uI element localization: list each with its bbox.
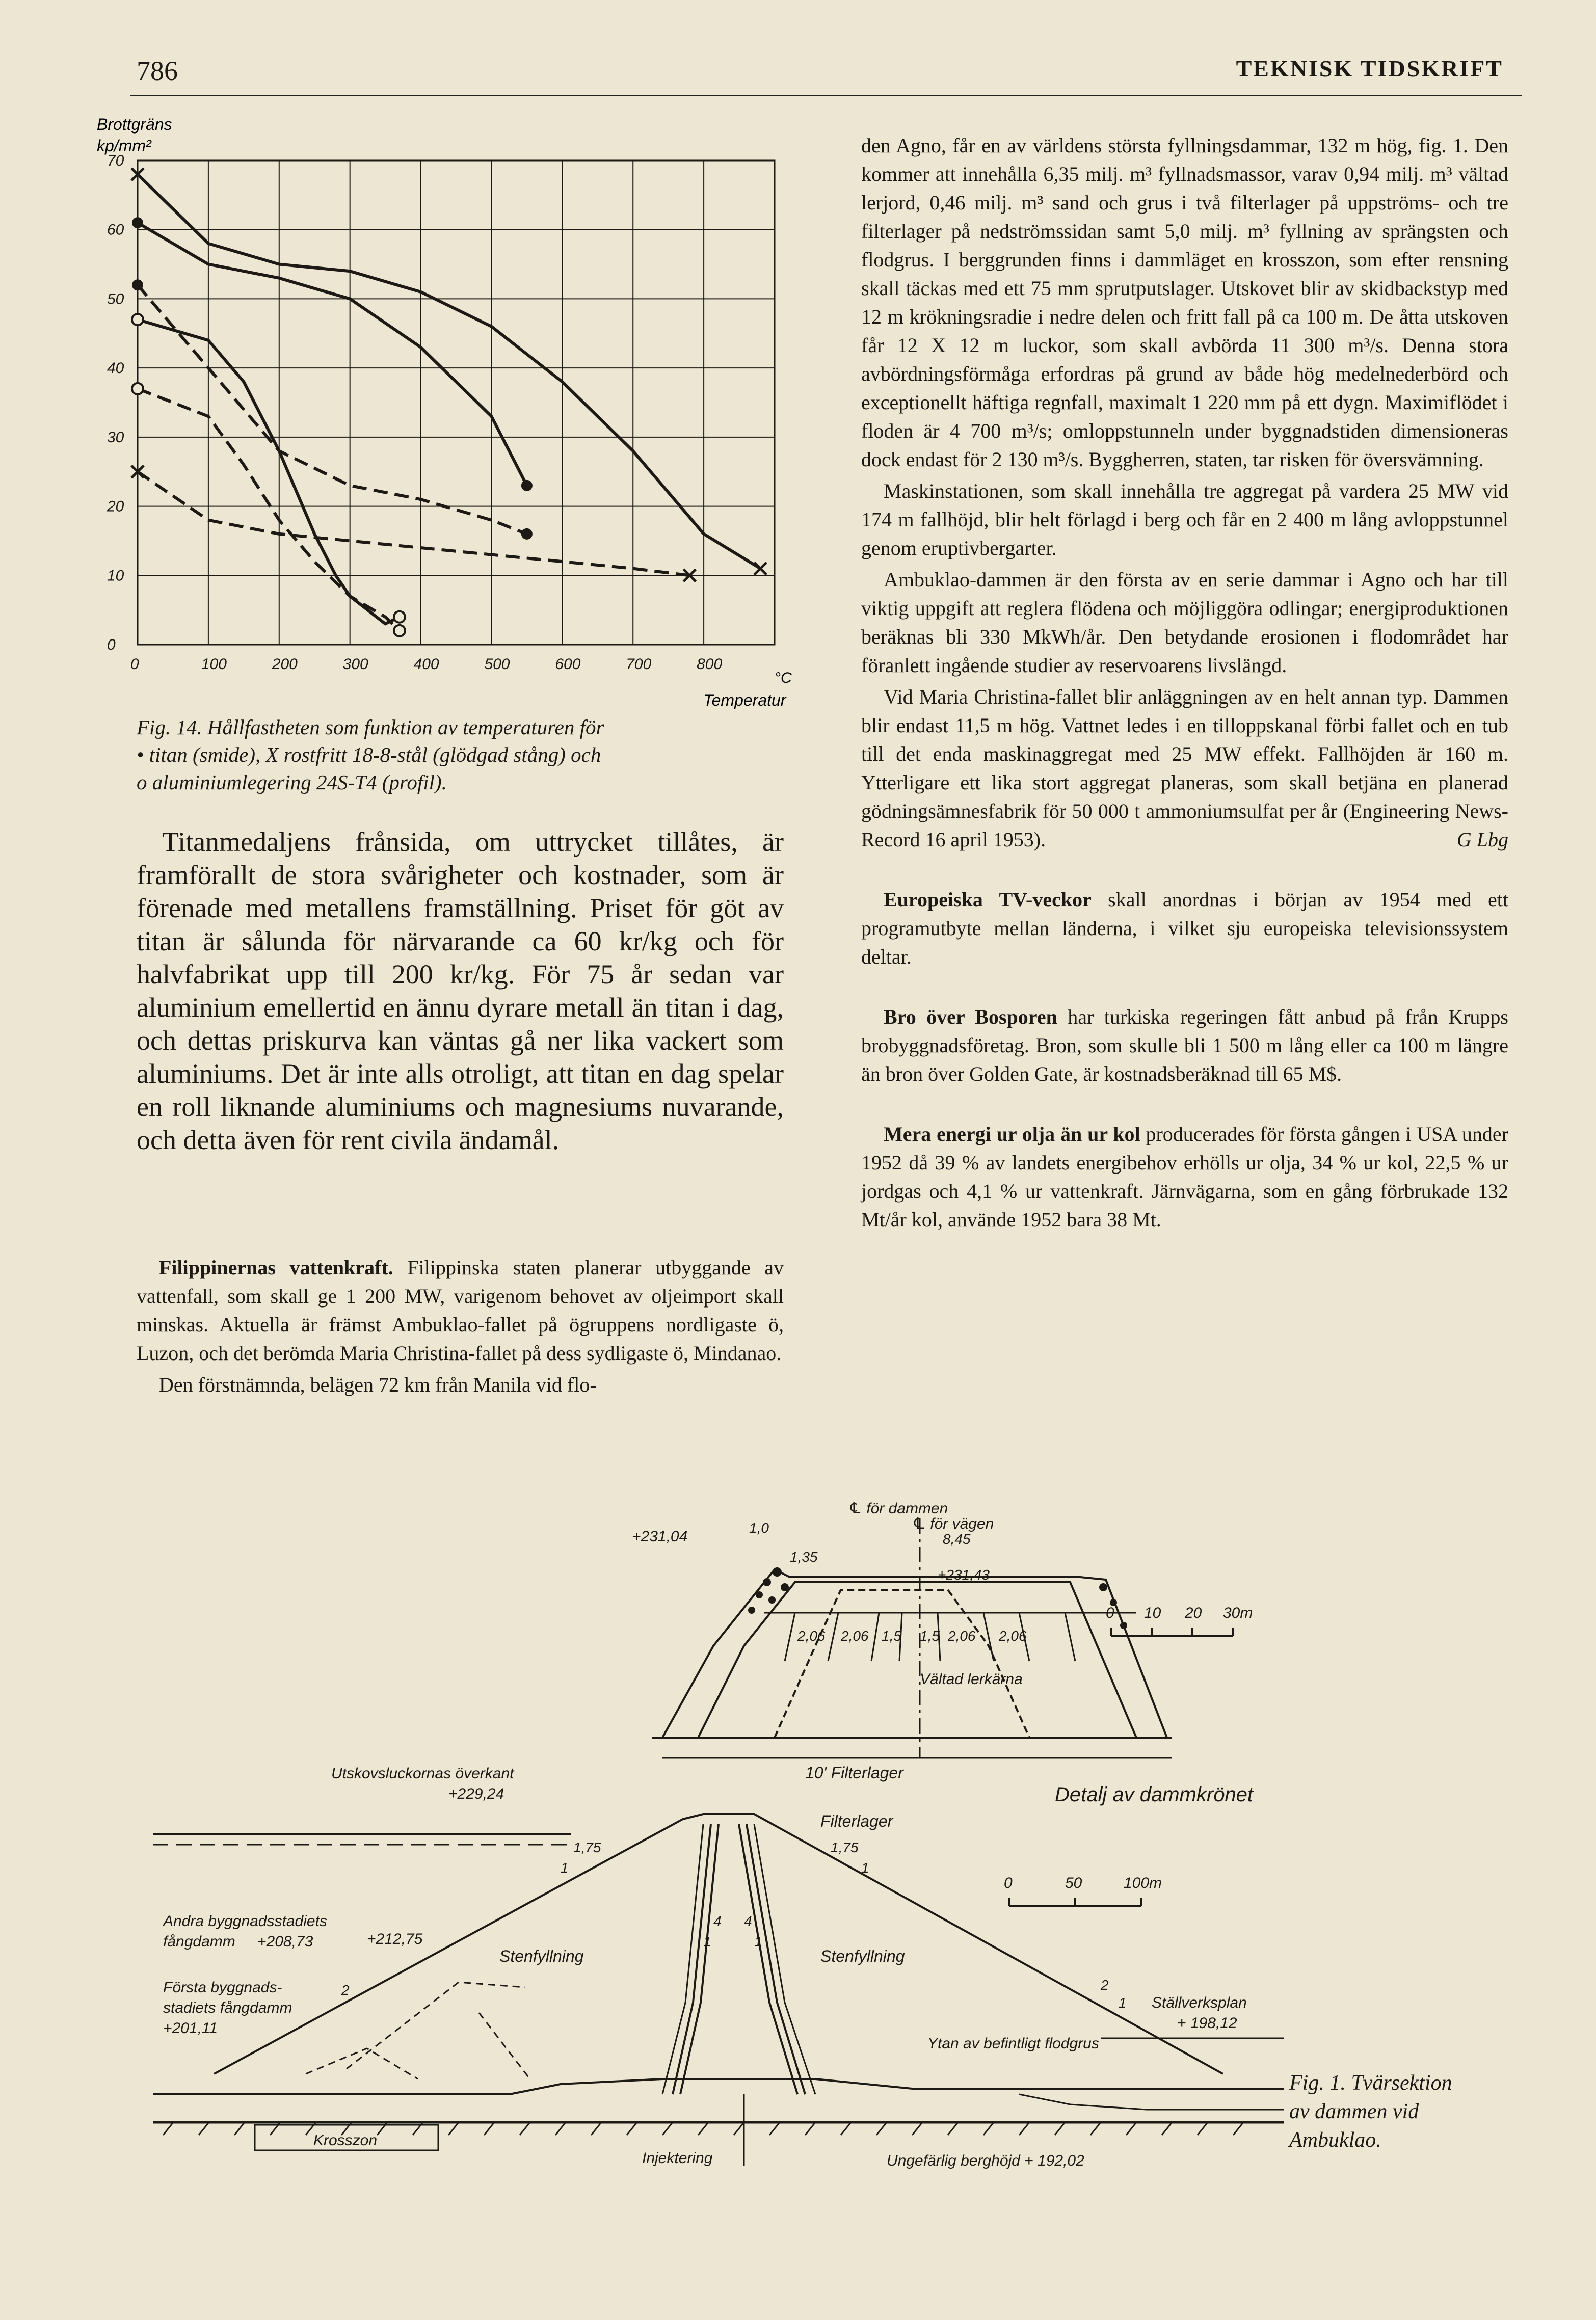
chart-point xyxy=(132,383,143,394)
fig1-caption-line-1: Fig. 1. Tvärsektion xyxy=(1289,2071,1452,2095)
left-column xyxy=(137,825,784,1160)
bro-heading: Bro över Bosporen xyxy=(884,1005,1057,1028)
detail-dim-15-b: 1,5 xyxy=(920,1628,940,1644)
detail-scale-30: 30m xyxy=(1223,1605,1253,1621)
chart-xtick-label: 300 xyxy=(342,656,368,673)
chart-series-line xyxy=(138,285,527,534)
chart-ytick-label: 0 xyxy=(107,636,116,653)
detail-dim-206-d: 2,06 xyxy=(999,1628,1027,1644)
chart-xtick-label: 600 xyxy=(555,656,581,673)
detail-elev-23104: +231,04 xyxy=(632,1528,688,1545)
ambuklao-p1: den Agno, får en av världens största fyllningsdammar, 132 m hög, fig. 1. Den kommer att innehålla 6,35 milj. m³ fyllnadsmassor, varav 0,94 milj. m³ vältad lerjord, 0,46 milj. m³ sand och grus i två filterlager på uppströms- och tre filterlager på nedströmssidan samt 5,0 milj. m³ fyllning av sprängsten och flodgrus. I berggrunden finns i dammläget en krosszon, som efter rensning skall täckas med ett 75 mm sprutputslager. Utskovet blir av skidbackstyp med 12 m krökningsradie i nedre delen och fritt fall på ca 100 m. De åtta utskoven får 12 X 12 m luckor, som skall avbörda 11 300 m³/s. Denna stora avbördningsförmåga erfordras på grund av både hög medelnederbörd och exceptionellt häftiga regnfall, maximalt 1 220 mm på ett dygn. Maximiflödet i floden är 4 700 m³/s; omloppstunneln under byggnadstiden dimensioneras dock endast för 2 130 m³/s. Byggherren, staten, tar risken för översvämning. xyxy=(861,134,1508,471)
chart-point xyxy=(521,528,533,540)
stage1-elev: +201,11 xyxy=(163,2020,218,2037)
stage1-label-2: stadiets fångdamm xyxy=(163,1999,292,2016)
tv-text: skall anordnas i början av 1954 med ett programutbyte mellan länderna, i vilket sju europeiska televisionssystem deltar. xyxy=(861,888,1508,968)
chart-xlabel: Temperatur xyxy=(703,691,786,709)
chart-grid xyxy=(138,161,775,645)
stage2-elev2: +212,75 xyxy=(367,1931,423,1948)
detail-crest-axis: ℄ för dammen xyxy=(848,1500,948,1517)
chart-xtick-label: 500 xyxy=(484,656,510,673)
detail-scale xyxy=(1106,1605,1253,1636)
chart-ytick-label: 70 xyxy=(107,152,124,169)
chart-ylabel-line2: kp/mm² xyxy=(97,137,151,155)
chart-ytick-label: 30 xyxy=(107,429,124,446)
cofferdam-1 xyxy=(306,2048,418,2079)
slope-2-right: 2 xyxy=(1101,1977,1109,1993)
crush-zone-label: Krosszon xyxy=(313,2132,378,2149)
chart-xunit: °C xyxy=(775,670,792,686)
detail-dim-845: 8,45 xyxy=(943,1531,971,1547)
fig14-caption xyxy=(137,713,789,796)
core-right-2 xyxy=(739,1824,797,2094)
slope-175-left: 1,75 xyxy=(573,1839,601,1855)
detail-dim-206-a: 2,06 xyxy=(797,1628,826,1644)
filippinerna-heading: Filippinernas vattenkraft. xyxy=(159,1256,393,1279)
detail-dim-15-a: 1,5 xyxy=(882,1628,901,1644)
detail-dim-10: 1,0 xyxy=(749,1520,769,1536)
stage1-label-1: Första byggnads- xyxy=(163,1979,282,1996)
slope-1-a: 1 xyxy=(703,1934,711,1950)
stage2-label-1: Andra byggnadsstadiets xyxy=(163,1913,327,1930)
chart-frame xyxy=(138,161,775,645)
fig14-caption-line-1: Fig. 14. Hållfastheten som funktion av temperaturen för xyxy=(137,715,604,739)
chart-series-line xyxy=(138,389,400,631)
cofferdam-2 xyxy=(347,1982,525,2069)
detail-road-axis: ℄ för vägen xyxy=(912,1515,994,1532)
filippinerna-text: Filippinska staten planerar utbyggande av vattenfall, som skall ge 1 200 MW, varigenom behovet av oljeimport skall minskas. Aktuella är främst Ambuklao-fallet på ögruppens nordligaste ö, Luzon, och det berömda Maria Christina-fallet på dess sydligaste ö, Mindanao. xyxy=(137,1256,784,1365)
river-surface-label: Ytan av befintligt flodgrus xyxy=(927,2035,1099,2052)
page-number: 786 xyxy=(137,56,178,86)
slope-4-a: 4 xyxy=(713,1913,722,1929)
bro-text: har turkiska regeringen fått anbud på från Krupps brobyggnadsföretag. Bron, som skulle bli 1 500 m lång eller ca 100 m längre än bron över Golden Gate, är kostnadsberäknad till 65 M$. xyxy=(861,1005,1508,1085)
detail-scale-0: 0 xyxy=(1106,1605,1114,1621)
slope-1-right: 1 xyxy=(861,1860,869,1876)
fig14-chart xyxy=(92,110,805,721)
river-gravel xyxy=(1019,2094,1284,2110)
chart-xtick-label: 700 xyxy=(626,656,652,673)
switchyard-label: Ställverksplan xyxy=(1152,1994,1247,2011)
detail-inner-1 xyxy=(698,1582,1136,1738)
header-rule xyxy=(130,95,1522,96)
signature: G Lbg xyxy=(1456,828,1508,851)
filter-label: Filterlager xyxy=(820,1812,893,1830)
main-section xyxy=(153,1765,1284,2169)
slope-4-b: 4 xyxy=(744,1913,752,1929)
energi-text: producerades för första gången i USA under 1952 då 39 % av landets energibehov erhölls ur olja, 34 % ur kol, 22,5 % ur jordgas och 4,1 % ur vattenkraft. Järnvägarna, som en gång förbrukade 132 Mt/år kol, använde 1952 bara 38 Mt. xyxy=(861,1123,1508,1231)
detail-scale-10: 10 xyxy=(1144,1605,1161,1621)
fig1-caption-line-2: av dammen vid xyxy=(1289,2100,1419,2123)
section-scale-0: 0 xyxy=(1004,1875,1013,1891)
fig1-caption-line-3: Ambuklao. xyxy=(1289,2128,1381,2152)
bedrock-label: Ungefärlig berghöjd + 192,02 xyxy=(887,2152,1084,2169)
detail-dim-206-c: 2,06 xyxy=(948,1628,976,1644)
fig1-caption xyxy=(1289,2069,1503,2154)
spillway-label: Utskovsluckornas överkant xyxy=(331,1765,514,1782)
detail-outline xyxy=(662,1569,1167,1738)
injection-label: Injektering xyxy=(642,2150,713,2167)
chart-xtick-label: 100 xyxy=(201,656,227,673)
chart-ylabel-line1: Brottgräns xyxy=(97,115,172,134)
chart-point xyxy=(132,279,143,290)
switchyard-elev: + 198,12 xyxy=(1177,2015,1237,2032)
slope-175-right: 1,75 xyxy=(831,1839,859,1855)
detail-dim-135: 1,35 xyxy=(790,1549,818,1565)
cofferdam-1b xyxy=(479,2013,530,2079)
chart-xtick-label: 0 xyxy=(130,656,139,673)
chart-xtick-label: 800 xyxy=(697,656,723,673)
crest-detail xyxy=(632,1500,1254,1806)
section-scale-100: 100m xyxy=(1124,1875,1162,1891)
detail-scale-20: 20 xyxy=(1185,1605,1202,1621)
detail-core-label: Vältad lerkärna xyxy=(920,1671,1023,1688)
section-scale-50: 50 xyxy=(1065,1875,1082,1891)
core-right xyxy=(747,1824,805,2094)
titan-paragraph: Titanmedaljens frånsida, om uttrycket tillåtes, är framförallt de stora svårigheter och kostnader, som är förenade med metallens framställning. Priset för göt av titan är sålunda för närvarande ca 60 kr/kg och för halvfabrikat upp till 200 kr/kg. För 75 år sedan var aluminium emellertid en ännu dyrare metall än titan i dag, och dettas priskurva kan väntas gå ner lika vackert som aluminiums. Det är inte alls otroligt, att titan en dag spelar en roll liknande aluminiums och magnesiums nuvarande, och detta även för rent civila ändamål. xyxy=(137,826,784,1155)
detail-filter-label: 10' Filterlager xyxy=(805,1764,903,1782)
filippinerna-text-2: Den förstnämnda, belägen 72 km från Manila vid flo- xyxy=(159,1373,597,1396)
filippinerna-article xyxy=(137,1254,784,1402)
chart-point xyxy=(521,480,533,491)
ambuklao-p3: Ambuklao-dammen är den första av en serie dammar i Agno och har till viktig uppgift att reglera flödena och möjliggöra odlingar; energiproduktionen beräknas bli 330 MkWh/år. Den betydande erosionen i flodområdet har föranlett ingående studier av reservoarens livslängd. xyxy=(861,568,1508,677)
chart-point xyxy=(132,217,143,228)
right-column xyxy=(861,131,1508,1237)
slope-1-b: 1 xyxy=(754,1934,762,1950)
chart-series-line xyxy=(138,319,400,624)
ambuklao-p2: Maskinstationen, som skall innehålla tre aggregat på vardera 25 MW vid 174 m fallhöjd, blir helt förlagd i berg och får en 2 400 m lång avloppstunnel genom eruptivbergarter. xyxy=(861,479,1508,559)
stage2-elev: +208,73 xyxy=(257,1933,313,1950)
detail-elev-23143: +231,43 xyxy=(938,1567,990,1583)
section-scale xyxy=(1004,1875,1162,1906)
ambuklao-p4: Vid Maria Christina-fallet blir anläggningen av en helt annan typ. Dammen blir endast 11,5 m hög. Vattnet ledes i en tilloppskanal förbi fallet och en tub till det enda maskinaggregat med 25 MW effekt. Fallhöjden är 160 m. Ytterligare ett lika stort aggregat planeras, som skall betjäna en planerad gödningsämnesfabrik för 50 000 t ammoniumsulfat per år (Engineering News-Record 16 april 1953). xyxy=(861,685,1508,851)
slope-1-far-right: 1 xyxy=(1119,1995,1127,2011)
detail-title: Detalj av dammkrönet xyxy=(1055,1783,1254,1806)
energi-heading: Mera energi ur olja än ur kol xyxy=(884,1123,1140,1145)
chart-ytick-label: 10 xyxy=(107,567,124,584)
tv-heading: Europeiska TV-veckor xyxy=(884,888,1092,911)
stage2-label-2: fångdamm xyxy=(163,1933,235,1950)
fill-left-label: Stenfyllning xyxy=(499,1947,584,1965)
chart-series-line xyxy=(138,472,689,576)
chart-xtick-label: 400 xyxy=(413,656,439,673)
detail-dim-206-b: 2,06 xyxy=(841,1628,869,1644)
chart-series xyxy=(131,168,766,636)
chart-xtick-label: 200 xyxy=(272,656,298,673)
fig14-caption-line-3: o aluminiumlegering 24S-T4 (profil). xyxy=(137,770,447,794)
chart-ytick-label: 60 xyxy=(107,221,124,238)
chart-ytick-label: 40 xyxy=(107,360,124,377)
chart-point xyxy=(394,625,405,636)
chart-ytick-label: 50 xyxy=(107,290,124,308)
ground-line xyxy=(153,2079,1284,2094)
journal-title: TEKNISK TIDSKRIFT xyxy=(1236,56,1503,82)
fig14-caption-line-2: • titan (smide), X rostfritt 18-8-stål (glödgad stång) och xyxy=(137,743,601,766)
chart-point xyxy=(132,314,143,325)
slope-1-left: 1 xyxy=(561,1860,569,1876)
chart-ytick-label: 20 xyxy=(107,498,124,515)
fill-right-label: Stenfyllning xyxy=(820,1947,905,1965)
chart-series-line xyxy=(138,174,760,569)
chart-point xyxy=(394,611,405,623)
slope-2-left: 2 xyxy=(341,1982,350,1998)
spillway-elev: +229,24 xyxy=(448,1785,504,1802)
